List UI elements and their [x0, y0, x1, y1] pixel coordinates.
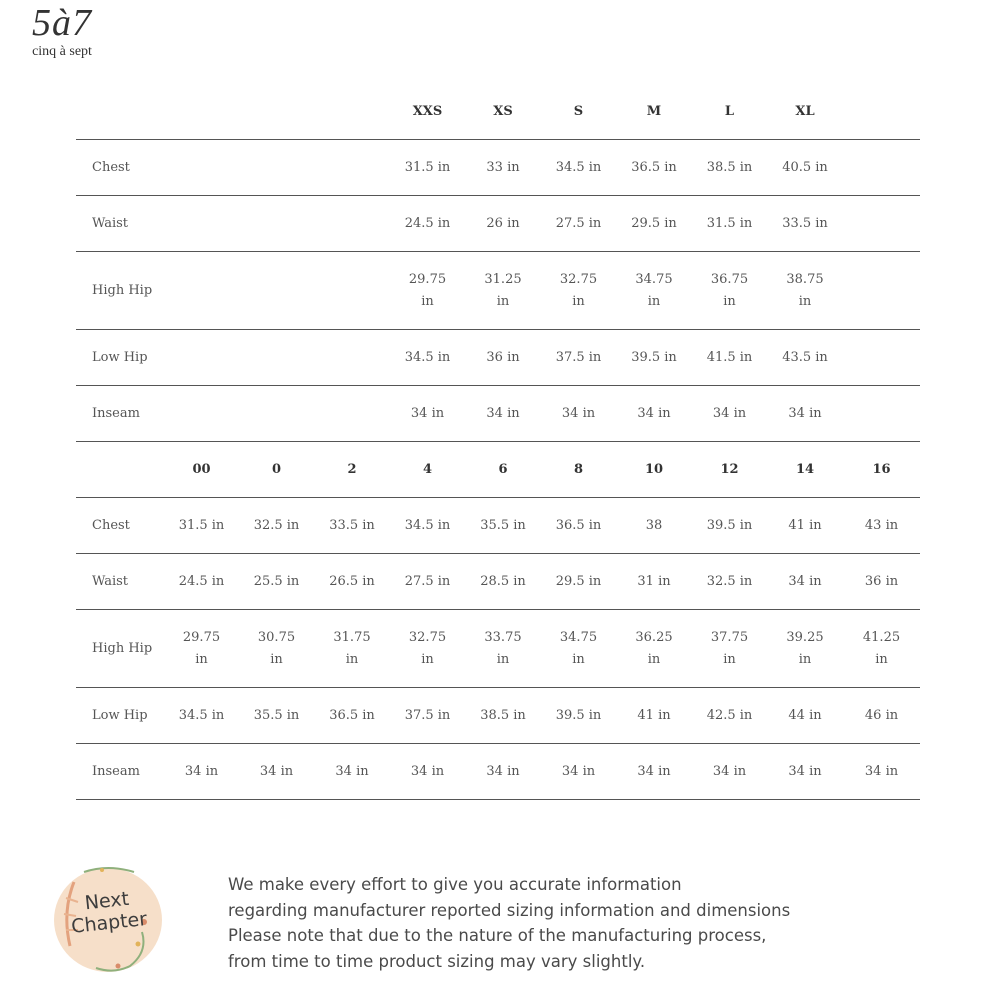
measurement-value: 36.75 in: [692, 252, 767, 330]
empty-cell: [314, 386, 390, 442]
measurement-value: 34 in: [692, 744, 767, 800]
measurement-value: 34.75 in: [541, 610, 616, 688]
empty-cell: [314, 330, 390, 386]
measurement-value: 34 in: [616, 386, 692, 442]
measurement-value: 33.5 in: [314, 498, 390, 554]
badge-line-2: Chapter: [70, 908, 149, 938]
measurement-value: 36 in: [843, 554, 920, 610]
measurement-value: 34 in: [390, 744, 465, 800]
measurement-value: 38.5 in: [465, 688, 541, 744]
size-header-cell: 16: [843, 442, 920, 498]
measurement-label: High Hip: [76, 610, 164, 688]
measurement-value: 34.5 in: [541, 140, 616, 196]
measurement-value: 38.75 in: [767, 252, 843, 330]
empty-cell: [843, 330, 920, 386]
measurement-label: Inseam: [76, 744, 164, 800]
measurement-value: 39.5 in: [692, 498, 767, 554]
measurement-value: 24.5 in: [164, 554, 239, 610]
measurement-value: 34 in: [767, 554, 843, 610]
measurement-value: 31.75 in: [314, 610, 390, 688]
size-header-cell: 00: [164, 442, 239, 498]
size-header-cell: 10: [616, 442, 692, 498]
alpha-size-section: [76, 84, 920, 442]
empty-cell: [164, 330, 239, 386]
measurement-value: 35.5 in: [465, 498, 541, 554]
measurement-value: 29.75 in: [164, 610, 239, 688]
measurement-value: 34 in: [843, 744, 920, 800]
measurement-value: 38: [616, 498, 692, 554]
empty-cell: [76, 442, 164, 498]
size-header-cell: 8: [541, 442, 616, 498]
measurement-value: 37.75 in: [692, 610, 767, 688]
empty-cell: [164, 84, 239, 140]
numeric-size-section: [76, 442, 920, 800]
size-header-cell: M: [616, 84, 692, 140]
empty-cell: [164, 196, 239, 252]
measurement-value: 33.5 in: [767, 196, 843, 252]
measurement-value: 24.5 in: [390, 196, 465, 252]
empty-cell: [164, 140, 239, 196]
measurement-value: 29.5 in: [541, 554, 616, 610]
measurement-label: High Hip: [76, 252, 164, 330]
measurement-value: 34 in: [767, 744, 843, 800]
size-header-cell: XL: [767, 84, 843, 140]
empty-cell: [314, 84, 390, 140]
measurement-label: Waist: [76, 196, 164, 252]
measurement-value: 36 in: [465, 330, 541, 386]
size-header-cell: 14: [767, 442, 843, 498]
measurement-value: 31.5 in: [390, 140, 465, 196]
measurement-value: 36.5 in: [541, 498, 616, 554]
empty-cell: [314, 252, 390, 330]
measurement-row: [76, 744, 920, 800]
empty-cell: [239, 140, 314, 196]
measurement-value: 31 in: [616, 554, 692, 610]
empty-cell: [843, 140, 920, 196]
measurement-value: 36.25 in: [616, 610, 692, 688]
measurement-value: 34 in: [314, 744, 390, 800]
empty-cell: [76, 84, 164, 140]
empty-cell: [314, 196, 390, 252]
measurement-value: 35.5 in: [239, 688, 314, 744]
measurement-value: 30.75 in: [239, 610, 314, 688]
measurement-label: Low Hip: [76, 330, 164, 386]
measurement-value: 39.5 in: [616, 330, 692, 386]
measurement-value: 41.25 in: [843, 610, 920, 688]
empty-cell: [843, 84, 920, 140]
measurement-value: 29.5 in: [616, 196, 692, 252]
measurement-label: Inseam: [76, 386, 164, 442]
empty-cell: [239, 330, 314, 386]
logo-mark: 5à7: [32, 2, 92, 44]
measurement-value: 33 in: [465, 140, 541, 196]
measurement-row: [76, 610, 920, 688]
measurement-value: 34 in: [692, 386, 767, 442]
size-header-cell: XXS: [390, 84, 465, 140]
measurement-value: 34 in: [767, 386, 843, 442]
measurement-value: 31.5 in: [164, 498, 239, 554]
empty-cell: [164, 386, 239, 442]
measurement-value: 39.5 in: [541, 688, 616, 744]
empty-cell: [239, 386, 314, 442]
measurement-value: 34 in: [164, 744, 239, 800]
empty-cell: [843, 252, 920, 330]
measurement-value: 34 in: [541, 386, 616, 442]
size-header-cell: XS: [465, 84, 541, 140]
disclaimer-line: regarding manufacturer reported sizing information and dimensions: [228, 900, 791, 920]
measurement-row: [76, 330, 920, 386]
measurement-value: 39.25 in: [767, 610, 843, 688]
size-header-cell: 2: [314, 442, 390, 498]
measurement-value: 34 in: [390, 386, 465, 442]
size-header-row: [76, 442, 920, 498]
measurement-row: [76, 688, 920, 744]
measurement-value: 37.5 in: [390, 688, 465, 744]
size-header-cell: 12: [692, 442, 767, 498]
empty-cell: [314, 140, 390, 196]
measurement-row: [76, 554, 920, 610]
logo-subtitle: cinq à sept: [32, 44, 92, 59]
measurement-value: 43 in: [843, 498, 920, 554]
measurement-value: 44 in: [767, 688, 843, 744]
measurement-value: 34 in: [465, 744, 541, 800]
measurement-value: 34.5 in: [164, 688, 239, 744]
measurement-value: 31.5 in: [692, 196, 767, 252]
empty-cell: [164, 252, 239, 330]
empty-cell: [843, 196, 920, 252]
next-chapter-badge: [44, 862, 172, 978]
measurement-value: 32.5 in: [692, 554, 767, 610]
measurement-value: 26 in: [465, 196, 541, 252]
empty-cell: [843, 386, 920, 442]
measurement-value: 46 in: [843, 688, 920, 744]
measurement-value: 34.5 in: [390, 330, 465, 386]
measurement-value: 36.5 in: [314, 688, 390, 744]
size-header-cell: S: [541, 84, 616, 140]
measurement-value: 27.5 in: [390, 554, 465, 610]
measurement-value: 40.5 in: [767, 140, 843, 196]
measurement-value: 34 in: [465, 386, 541, 442]
measurement-value: 34 in: [616, 744, 692, 800]
empty-cell: [239, 84, 314, 140]
measurement-value: 41.5 in: [692, 330, 767, 386]
measurement-label: Chest: [76, 140, 164, 196]
measurement-label: Low Hip: [76, 688, 164, 744]
empty-cell: [239, 252, 314, 330]
measurement-value: 34 in: [239, 744, 314, 800]
measurement-row: [76, 140, 920, 196]
size-header-cell: 0: [239, 442, 314, 498]
measurement-label: Chest: [76, 498, 164, 554]
empty-cell: [239, 196, 314, 252]
measurement-value: 32.75 in: [541, 252, 616, 330]
measurement-value: 34.75 in: [616, 252, 692, 330]
measurement-value: 34 in: [541, 744, 616, 800]
measurement-value: 42.5 in: [692, 688, 767, 744]
size-header-cell: L: [692, 84, 767, 140]
brand-logo: [12, 4, 112, 60]
measurement-value: 32.75 in: [390, 610, 465, 688]
measurement-value: 34.5 in: [390, 498, 465, 554]
measurement-row: [76, 498, 920, 554]
disclaimer-line: from time to time product sizing may vary slightly.: [228, 951, 646, 971]
measurement-value: 29.75 in: [390, 252, 465, 330]
sizing-disclaimer: [228, 872, 868, 974]
size-chart-table: [76, 84, 920, 800]
measurement-value: 32.5 in: [239, 498, 314, 554]
measurement-row: [76, 252, 920, 330]
measurement-value: 41 in: [616, 688, 692, 744]
measurement-value: 43.5 in: [767, 330, 843, 386]
measurement-value: 37.5 in: [541, 330, 616, 386]
disclaimer-line: We make every effort to give you accurate information: [228, 875, 682, 894]
measurement-value: 25.5 in: [239, 554, 314, 610]
measurement-value: 27.5 in: [541, 196, 616, 252]
measurement-value: 38.5 in: [692, 140, 767, 196]
measurement-value: 41 in: [767, 498, 843, 554]
size-header-cell: 4: [390, 442, 465, 498]
measurement-value: 26.5 in: [314, 554, 390, 610]
measurement-value: 28.5 in: [465, 554, 541, 610]
size-header-cell: 6: [465, 442, 541, 498]
size-header-row: [76, 84, 920, 140]
measurement-value: 36.5 in: [616, 140, 692, 196]
measurement-label: Waist: [76, 554, 164, 610]
disclaimer-line: Please note that due to the nature of the manufacturing process,: [228, 926, 767, 945]
badge-line-1: Next: [83, 887, 131, 915]
measurement-value: 31.25 in: [465, 252, 541, 330]
measurement-row: [76, 196, 920, 252]
measurement-row: [76, 386, 920, 442]
measurement-value: 33.75 in: [465, 610, 541, 688]
